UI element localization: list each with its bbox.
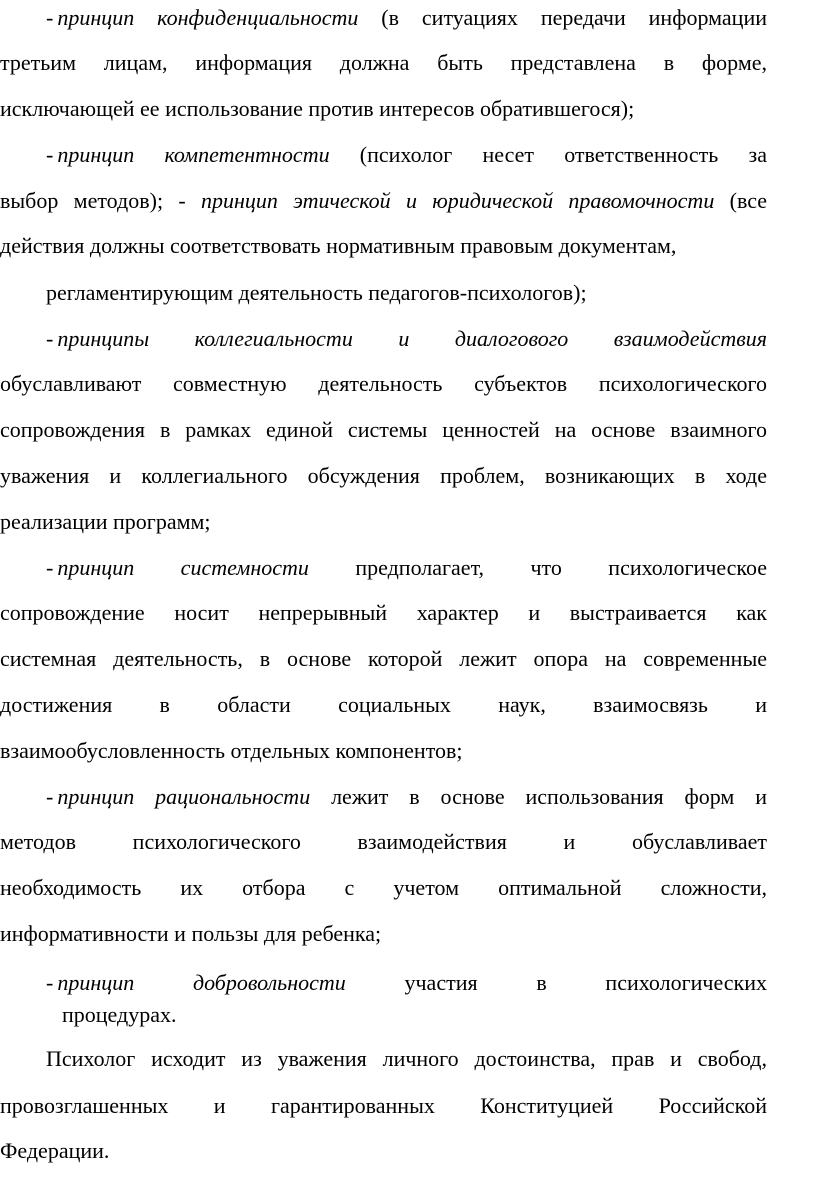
- text-line: [0, 784, 816, 810]
- list-dash: -: [46, 142, 54, 167]
- text-span: лежит в основе использования форм и: [310, 784, 767, 809]
- text-line: методов психологического взаимодействия и обуславливает: [0, 829, 767, 854]
- text-line: [0, 142, 816, 168]
- text-span: выбор методов); -: [0, 188, 201, 213]
- principle-term: принцип конфиденциальности: [57, 5, 359, 30]
- text-line: [0, 5, 816, 31]
- text-line: регламентирующим деятельность педагогов-психологов);: [46, 280, 587, 305]
- text-line: реализации программ;: [0, 509, 211, 534]
- principle-term: принцип этической и юридической правомочности: [200, 188, 715, 213]
- text-line: сопровождения в рамках единой системы ценностей на основе взаимного: [0, 417, 767, 442]
- text-span: участия в психологических: [345, 970, 767, 995]
- text-line: необходимость их отбора с учетом оптимальной сложности,: [0, 875, 767, 900]
- principle-term: принцип добровольности: [57, 970, 346, 995]
- principle-term: принципы коллегиальности и диалогового взаимодействия: [57, 326, 767, 351]
- list-dash: -: [46, 555, 54, 580]
- text-line: [0, 326, 816, 352]
- text-span: предполагает, что психологическое: [308, 555, 767, 580]
- text-span: (в ситуациях передачи информации: [358, 5, 767, 30]
- principle-term: принцип компетентности: [57, 142, 330, 167]
- list-dash: -: [46, 784, 54, 809]
- text-line: [0, 188, 816, 214]
- text-line: действия должны соответствовать нормативным правовым документам,: [0, 233, 677, 258]
- text-line: Федерации.: [0, 1138, 110, 1163]
- text-span: (психолог несет ответственность за: [329, 142, 767, 167]
- text-line: провозглашенных и гарантированных Конституцией Российской: [0, 1093, 767, 1118]
- principle-term: принцип системности: [57, 555, 309, 580]
- principle-term: принцип рациональности: [57, 784, 311, 809]
- text-line: Психолог исходит из уважения личного достоинства, прав и свобод,: [46, 1046, 767, 1071]
- list-dash: -: [46, 326, 54, 351]
- text-line: уважения и коллегиального обсуждения проблем, возникающих в ходе: [0, 463, 767, 488]
- text-line: обуславливают совместную деятельность субъектов психологического: [0, 371, 767, 396]
- text-line: сопровождение носит непрерывный характер и выстраивается как: [0, 600, 767, 625]
- text-line: процедурах.: [62, 1002, 177, 1027]
- text-line: [0, 555, 816, 581]
- text-line: информативности и пользы для ребенка;: [0, 921, 382, 946]
- text-line: исключающей ее использование против интересов обратившегося);: [0, 96, 635, 121]
- text-span: (все: [714, 188, 768, 213]
- text-line: третьим лицам, информация должна быть представлена в форме,: [0, 50, 767, 75]
- text-line: достижения в области социальных наук, взаимосвязь и: [0, 692, 767, 717]
- text-line: [0, 970, 816, 996]
- text-line: взаимообусловленность отдельных компонентов;: [0, 738, 463, 763]
- list-dash: -: [46, 5, 54, 30]
- text-line: системная деятельность, в основе которой лежит опора на современные: [0, 646, 767, 671]
- list-dash: -: [46, 970, 54, 995]
